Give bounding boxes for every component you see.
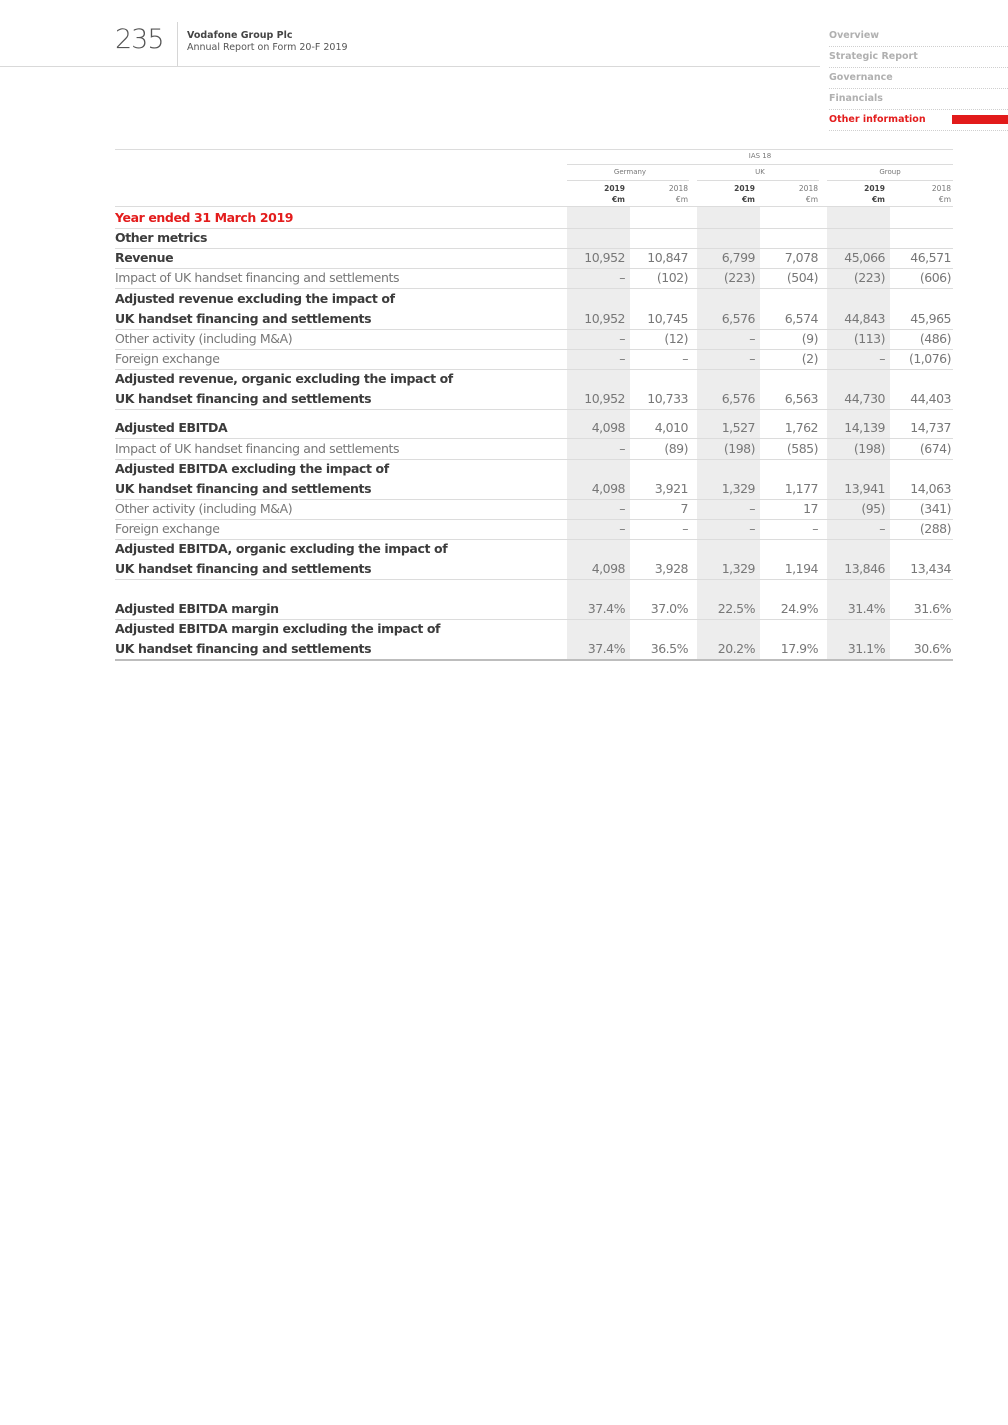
table-cell: 31.6%	[913, 601, 951, 616]
table-cell: –	[619, 351, 625, 366]
column-year: 2018	[798, 184, 818, 193]
table-cell: (198)	[723, 441, 755, 456]
row-label	[115, 599, 279, 619]
table-cell: 4,010	[654, 420, 688, 435]
table-cell: 3,928	[654, 561, 688, 576]
row-label-line: Foreign exchange	[115, 521, 220, 536]
column-unit: €m	[675, 195, 688, 204]
table-cell: 45,965	[910, 311, 951, 326]
table-cell: 17	[803, 501, 818, 516]
table-cell: 24.9%	[780, 601, 818, 616]
nav-item-governance[interactable]	[829, 67, 1008, 89]
row-label	[115, 268, 399, 288]
table-cell: 10,745	[647, 311, 688, 326]
nav-item-overview[interactable]	[829, 25, 1008, 47]
row-label-line: Adjusted revenue excluding the impact of	[115, 291, 395, 306]
row-label-line: UK handset financing and settlements	[115, 391, 372, 406]
table-cell: 37.4%	[587, 641, 625, 656]
table-cell: (674)	[919, 441, 951, 456]
row-label	[115, 208, 293, 228]
header-standard-rule	[567, 164, 953, 165]
table-cell: 1,177	[784, 481, 818, 496]
column-header	[891, 183, 951, 205]
table-cell: 44,403	[910, 391, 951, 406]
header-divider	[177, 22, 178, 67]
table-cell: (606)	[919, 270, 951, 285]
row-label-line: Adjusted EBITDA margin excluding the impact of	[115, 621, 441, 636]
nav-item-strategic-report[interactable]	[829, 46, 1008, 68]
column-header	[695, 183, 755, 205]
table-cell: –	[749, 351, 755, 366]
row-label	[115, 499, 292, 519]
table-cell: –	[682, 351, 688, 366]
table-cell: 14,737	[910, 420, 951, 435]
table-cell: 6,576	[721, 391, 755, 406]
table-cell: 7	[680, 501, 688, 516]
table-cell: 17.9%	[780, 641, 818, 656]
row-label-line: Other activity (including M&A)	[115, 501, 293, 516]
table-cell: (504)	[786, 270, 818, 285]
header-group-germany: Germany	[613, 168, 647, 176]
table-cell: 44,843	[844, 311, 885, 326]
row-label-line: Foreign exchange	[115, 351, 220, 366]
column-header	[565, 183, 625, 205]
row-label-line: Other metrics	[115, 230, 208, 245]
header-group-rule	[827, 180, 953, 181]
table-cell: –	[619, 501, 625, 516]
table-cell: (1,076)	[908, 351, 951, 366]
row-label	[115, 349, 220, 369]
table-cell: 14,063	[910, 481, 951, 496]
table-cell: 3,921	[654, 481, 688, 496]
column-year: 2018	[931, 184, 951, 193]
table-cell: 30.6%	[913, 641, 951, 656]
column-unit: €m	[871, 195, 885, 204]
table-cell: 4,098	[591, 420, 625, 435]
table-cell: 14,139	[844, 420, 885, 435]
table-cell: 6,576	[721, 311, 755, 326]
table-cell: (223)	[853, 270, 885, 285]
table-cell: (12)	[664, 331, 688, 346]
table-cell: (288)	[919, 521, 951, 536]
table-cell: 13,941	[844, 481, 885, 496]
row-label-line: Adjusted revenue, organic excluding the impact of	[115, 371, 453, 386]
table-cell: 10,952	[584, 250, 625, 265]
table-cell: (2)	[801, 351, 818, 366]
table-cell: 6,799	[721, 250, 755, 265]
table-cell: 4,098	[591, 481, 625, 496]
column-unit: €m	[938, 195, 951, 204]
table-cell: 6,574	[784, 311, 818, 326]
row-label-line: UK handset financing and settlements	[115, 311, 372, 326]
header-standard: IAS 18	[748, 152, 772, 160]
column-header	[758, 183, 818, 205]
row-label-line: Impact of UK handset financing and settlements	[115, 270, 400, 285]
table-cell: 1,329	[721, 481, 755, 496]
row-label	[115, 459, 389, 499]
table-cell: –	[812, 521, 818, 536]
column-year: 2018	[668, 184, 688, 193]
table-cell: (341)	[919, 501, 951, 516]
column-year: 2019	[734, 184, 755, 193]
table-cell: (198)	[853, 441, 885, 456]
table-cell: 7,078	[784, 250, 818, 265]
table-cell: 46,571	[910, 250, 951, 265]
table-cell: 44,730	[844, 391, 885, 406]
table-cell: 22.5%	[717, 601, 755, 616]
column-unit: €m	[805, 195, 818, 204]
report-title: Annual Report on Form 20-F 2019	[187, 42, 348, 53]
row-label-line: Adjusted EBITDA, organic excluding the impact of	[115, 541, 448, 556]
table-cell: 36.5%	[650, 641, 688, 656]
table-cell: –	[619, 331, 625, 346]
table-cell: 1,762	[784, 420, 818, 435]
column-header	[628, 183, 688, 205]
table-cell: 1,329	[721, 561, 755, 576]
row-label	[115, 439, 399, 459]
row-label-line: UK handset financing and settlements	[115, 641, 372, 656]
row-label-line: Year ended 31 March 2019	[115, 210, 294, 225]
page-number: 235	[115, 24, 164, 55]
table-cell: (9)	[801, 331, 818, 346]
table-cell: –	[619, 521, 625, 536]
active-section-marker	[952, 115, 1008, 124]
table-cell: 13,846	[844, 561, 885, 576]
table-cell: 10,952	[584, 391, 625, 406]
table-cell: 37.0%	[650, 601, 688, 616]
table-cell: –	[879, 521, 885, 536]
column-year: 2019	[864, 184, 885, 193]
row-label-line: Revenue	[115, 250, 174, 265]
row-label-line: Adjusted EBITDA excluding the impact of	[115, 461, 389, 476]
nav-label: Strategic Report	[829, 51, 918, 62]
table-cell: 6,563	[784, 391, 818, 406]
nav-item-financials[interactable]	[829, 88, 1008, 110]
column-unit: €m	[611, 195, 625, 204]
table-cell: (95)	[861, 501, 885, 516]
table-cell: 13,434	[910, 561, 951, 576]
row-label-line: Adjusted EBITDA margin	[115, 601, 279, 616]
row-label	[115, 369, 453, 409]
row-label-line: UK handset financing and settlements	[115, 481, 372, 496]
table-bottom-rule	[115, 659, 953, 661]
row-label-line: Adjusted EBITDA	[115, 420, 228, 435]
table-cell: (102)	[656, 270, 688, 285]
table-cell: 10,847	[647, 250, 688, 265]
row-label	[115, 619, 440, 659]
row-label	[115, 418, 227, 438]
table-cell: –	[619, 441, 625, 456]
row-label	[115, 519, 220, 539]
table-cell: (223)	[723, 270, 755, 285]
table-cell: 37.4%	[587, 601, 625, 616]
column-header	[825, 183, 885, 205]
table-cell: 31.1%	[847, 641, 885, 656]
header-group-rule	[567, 180, 689, 181]
row-label-line: Other activity (including M&A)	[115, 331, 293, 346]
table-cell: 20.2%	[717, 641, 755, 656]
row-label	[115, 228, 207, 248]
column-year: 2019	[604, 184, 625, 193]
nav-label: Overview	[829, 30, 880, 41]
company-name: Vodafone Group Plc	[187, 30, 293, 41]
header-rule	[0, 66, 820, 67]
table-cell: 10,733	[647, 391, 688, 406]
row-rule	[115, 579, 953, 580]
table-cell: –	[682, 521, 688, 536]
table-cell: 10,952	[584, 311, 625, 326]
table-cell: (585)	[786, 441, 818, 456]
row-label	[115, 248, 173, 268]
row-label-line: UK handset financing and settlements	[115, 561, 372, 576]
table-cell: –	[879, 351, 885, 366]
table-cell: 4,098	[591, 561, 625, 576]
table-cell: (89)	[664, 441, 688, 456]
row-label	[115, 539, 447, 579]
table-cell: –	[619, 270, 625, 285]
row-rule	[115, 409, 953, 410]
table-cell: –	[749, 501, 755, 516]
row-label-line: Impact of UK handset financing and settlements	[115, 441, 400, 456]
nav-label: Governance	[829, 72, 893, 83]
table-cell: 45,066	[844, 250, 885, 265]
row-rule	[115, 228, 953, 229]
nav-item-other-information[interactable]	[829, 109, 1008, 131]
header-group-group: Group	[879, 168, 901, 176]
table-cell: (113)	[853, 331, 885, 346]
table-cell: –	[749, 521, 755, 536]
table-top-rule	[115, 149, 953, 150]
table-cell: (486)	[919, 331, 951, 346]
header-group-rule	[697, 180, 819, 181]
nav-label: Financials	[829, 93, 883, 104]
table-cell: –	[749, 331, 755, 346]
nav-label: Other information	[829, 114, 926, 125]
row-label	[115, 329, 292, 349]
header-group-uk: UK	[755, 168, 765, 176]
table-cell: 1,527	[721, 420, 755, 435]
table-cell: 31.4%	[847, 601, 885, 616]
column-unit: €m	[741, 195, 755, 204]
row-label	[115, 289, 395, 329]
table-cell: 1,194	[784, 561, 818, 576]
